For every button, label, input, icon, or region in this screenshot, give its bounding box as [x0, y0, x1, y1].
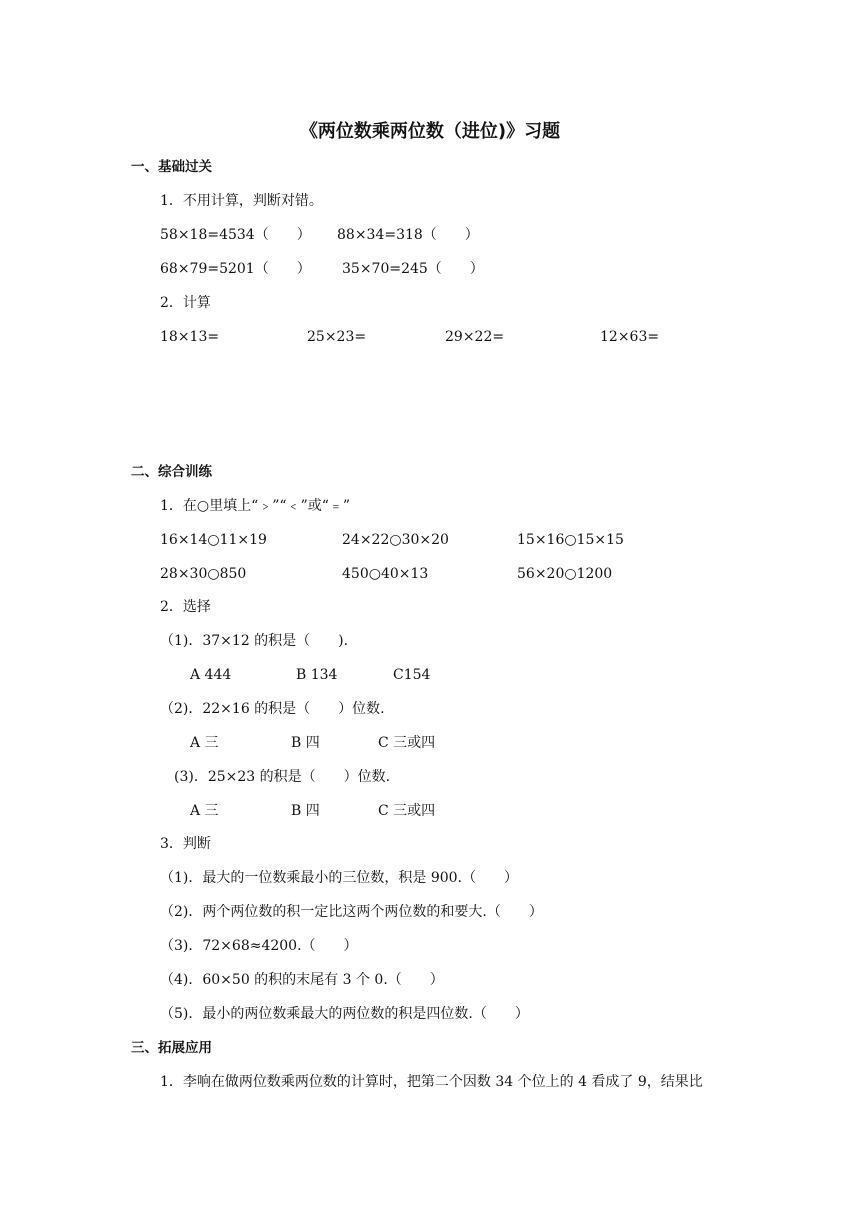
compare-item: 16×14○11×19: [160, 532, 267, 548]
choice-option: A 444: [190, 667, 232, 683]
judge-item: 35×70=245（ ）: [342, 261, 484, 277]
question-label: 2．计算: [160, 295, 211, 311]
judge-statement: （4)．60×50 的积的末尾有 3 个 0.（ ）: [160, 972, 444, 988]
compare-item: 28×30○850: [160, 566, 247, 582]
section-heading-2: 二、综合训练: [131, 464, 212, 480]
question-label: 3．判断: [160, 836, 211, 852]
choice-option: B 四: [291, 735, 320, 751]
choice-option: B 134: [296, 667, 338, 683]
question-label: 1．不用计算，判断对错。: [160, 193, 323, 209]
choice-option: C154: [393, 667, 431, 683]
question-label: 2．选择: [160, 599, 211, 615]
judge-statement: （2)．两个两位数的积一定比这两个两位数的和要大.（ ）: [160, 904, 543, 920]
calc-item: 12×63=: [600, 329, 660, 345]
choice-question: (3)．25×23 的积是（ ）位数.: [174, 769, 391, 785]
judge-statement: （3)．72×68≈4200.（ ）: [160, 938, 358, 954]
choice-question: （1)．37×12 的积是（ ).: [160, 633, 349, 649]
compare-item: 56×20○1200: [517, 566, 613, 582]
calc-item: 29×22=: [445, 329, 505, 345]
question-label: 1．在○里填上“﹥”“﹤”或“﹦”: [160, 498, 351, 514]
judge-statement: （5)．最小的两位数乘最大的两位数的积是四位数.（ ）: [160, 1006, 529, 1022]
section-heading-1: 一、基础过关: [131, 159, 212, 175]
choice-option: A 三: [190, 735, 219, 751]
page-title: 《两位数乘两位数（进位)》习题: [299, 121, 561, 142]
choice-option: C 三或四: [378, 735, 436, 751]
choice-option: A 三: [190, 803, 219, 819]
judge-item: 68×79=5201（ ）: [160, 261, 311, 277]
calc-item: 18×13=: [160, 329, 220, 345]
judge-statement: （1)．最大的一位数乘最小的三位数，积是 900.（ ）: [160, 870, 518, 886]
compare-item: 450○40×13: [342, 566, 429, 582]
calc-item: 25×23=: [307, 329, 367, 345]
choice-option: C 三或四: [378, 803, 436, 819]
compare-item: 24×22○30×20: [342, 532, 449, 548]
question-label: 1．李响在做两位数乘两位数的计算时，把第二个因数 34 个位上的 4 看成了 9，结果比: [160, 1074, 703, 1090]
compare-item: 15×16○15×15: [517, 532, 624, 548]
choice-question: （2)．22×16 的积是（ ）位数.: [160, 701, 385, 717]
judge-item: 58×18=4534（ ）: [160, 227, 311, 243]
choice-option: B 四: [291, 803, 320, 819]
judge-item: 88×34=318（ ）: [337, 227, 479, 243]
section-heading-3: 三、拓展应用: [131, 1040, 212, 1056]
